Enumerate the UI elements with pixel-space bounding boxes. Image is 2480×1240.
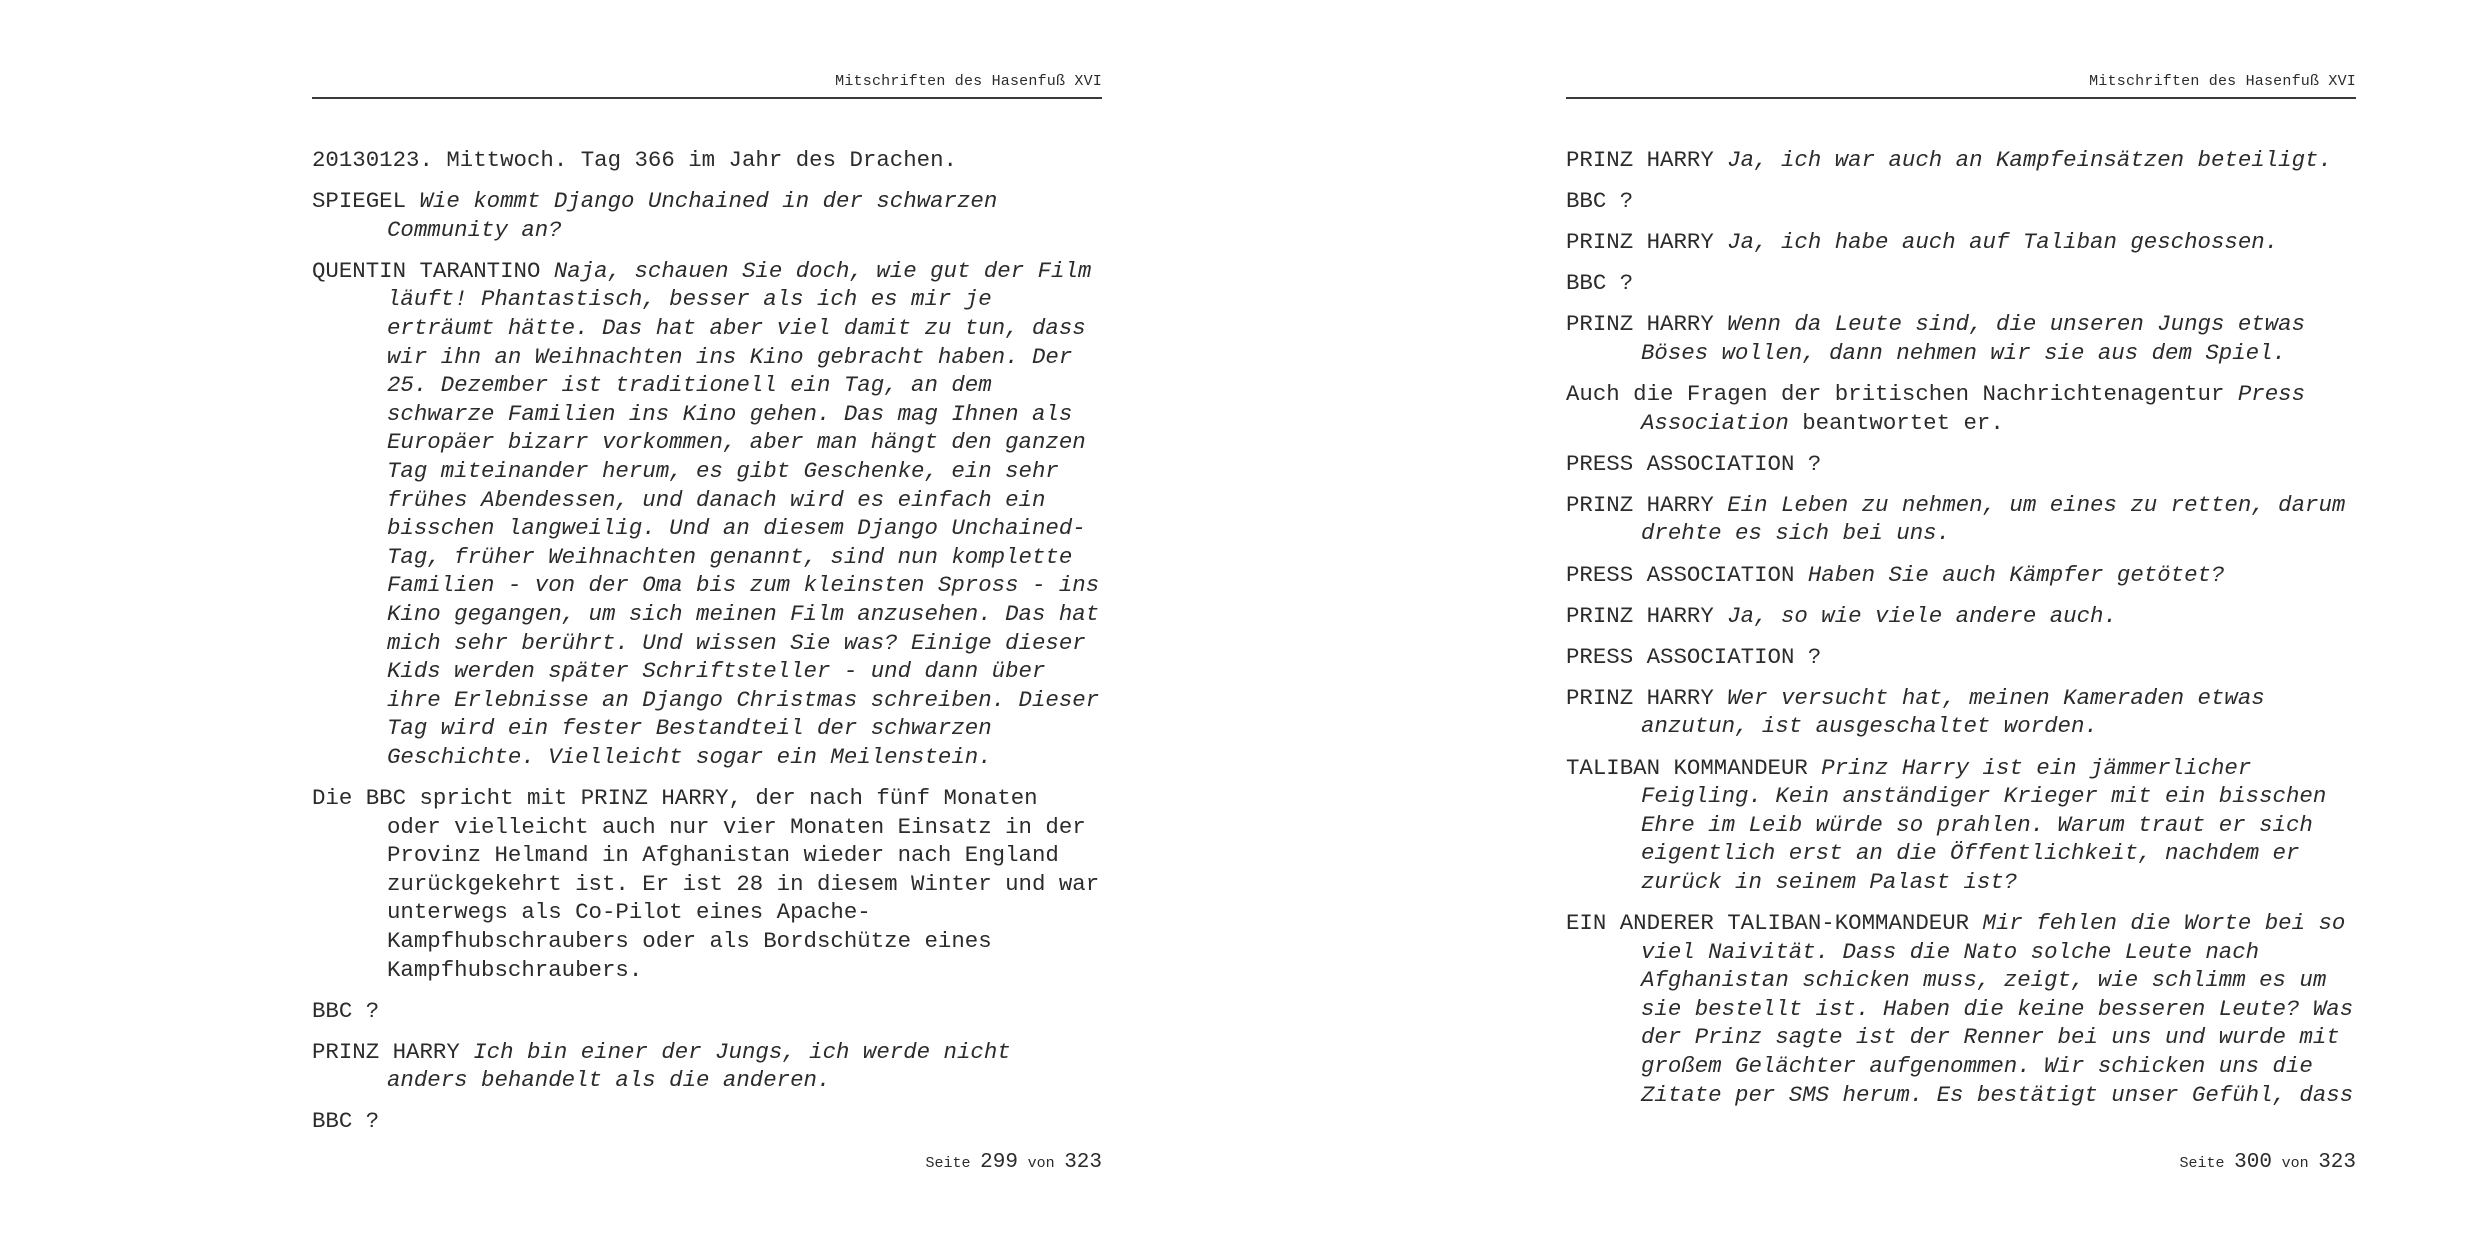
speaker-name: PRINZ HARRY xyxy=(1566,311,1714,338)
speaker-name: PRINZ HARRY xyxy=(312,1038,460,1065)
dialogue-paragraph xyxy=(312,1038,1102,1095)
running-head: Mitschriften des Hasenfuß XVI xyxy=(835,73,1102,90)
left-page xyxy=(312,0,1102,1240)
dialogue-paragraph xyxy=(312,1107,1102,1136)
running-head: Mitschriften des Hasenfuß XVI xyxy=(2089,73,2356,90)
total-pages: 323 xyxy=(2318,1151,2356,1174)
speech-text: Wer versucht hat, meinen Kameraden etwas anzutun, ist ausgeschaltet worden. xyxy=(1641,684,2265,740)
speech-text: Naja, schauen Sie doch, wie gut der Film läuft! Phantastisch, besser als ich es mir je erträumt hätte. Das hat aber viel damit zu tun, dass wir ihn an Weihnachten ins Kino gebracht haben. Der 25. Dezember ist traditionell ein Tag, an dem schwarze Familien ins Kino gehen. Das mag Ihnen als Europäer bizarr vorkommen, aber man hängt den ganzen Tag miteinander herum, es gibt Geschenke, ein sehr frühes Abendessen, und danach wird es einfach ein bisschen langweilig. Und an diesem Django Unchained-Tag, früher Weihnachten genannt, sind nun komplette Familien - von der Oma bis zum kleinsten Spross - ins Kino gegangen, um sich meinen Film anzusehen. Das hat mich sehr berührt. Und wissen Sie was? Einige dieser Kids werden später Schriftsteller - und dann über ihre Erlebnisse an Django Christmas schreiben. Dieser Tag wird ein fester Bestandteil der schwarzen Geschichte. Vielleicht sogar ein Meilenstein. xyxy=(387,257,1100,770)
paragraph-text: Die BBC spricht mit PRINZ HARRY, der nach fünf Monaten oder vielleicht auch nur vier Monaten Einsatz in der Provinz Helmand in Afghanistan wieder nach England zurückgekehrt ist. Er ist 28 in diesem Winter und war unterwegs als Co-Pilot eines Apache-Kampfhubschraubers oder als Bordschütze eines Kampfhubschraubers. xyxy=(312,784,1100,983)
paragraph-text-end: beantwortet er. xyxy=(1788,409,2004,436)
speaker-name: BBC xyxy=(1566,188,1607,215)
header-rule xyxy=(1566,97,2356,99)
speech-text: ? xyxy=(365,997,380,1024)
speaker-name: EIN ANDERER TALIBAN-KOMMANDEUR xyxy=(1566,909,1970,936)
current-page: 299 xyxy=(980,1151,1018,1174)
speaker-name: PRINZ HARRY xyxy=(1566,229,1714,256)
speech-text: Wie kommt Django Unchained in der schwarzen Community an? xyxy=(387,188,998,243)
speech-text: Wenn da Leute sind, die unseren Jungs etwas Böses wollen, dann nehmen wir sie aus dem Spiel. xyxy=(1641,311,2306,366)
page-number xyxy=(312,1151,1102,1174)
speech-text: Ja, ich war auch an Kampfeinsätzen beteiligt. xyxy=(1727,147,2332,173)
dialogue-paragraph xyxy=(1566,561,2356,590)
dialogue-paragraph xyxy=(312,257,1102,772)
paragraph xyxy=(312,146,1102,175)
speaker-name: BBC xyxy=(312,1108,353,1135)
dialogue-paragraph xyxy=(1566,450,2356,479)
speech-text: ? xyxy=(365,1108,380,1135)
speaker-name: PRINZ HARRY xyxy=(1566,684,1714,711)
speaker-name: QUENTIN TARANTINO xyxy=(312,257,541,284)
total-pages: 323 xyxy=(1064,1151,1102,1174)
speaker-name: BBC xyxy=(1566,270,1607,297)
page-number xyxy=(1566,1151,2356,1174)
dialogue-paragraph xyxy=(1566,602,2356,631)
dialogue-paragraph xyxy=(1566,643,2356,672)
speech-text: Haben Sie auch Kämpfer getötet? xyxy=(1807,561,2225,588)
page-of: von xyxy=(1027,1155,1055,1172)
speech-text: ? xyxy=(1619,188,1634,215)
speech-text: Mir fehlen die Worte bei so viel Naivität. Dass die Nato solche Leute nach Afghanistan schicken muss, zeigt, wie schlimm es um sie bestellt ist. Haben die keine besseren Leute? Was der Prinz sagte ist der Renner bei uns und wurde mit großem Gelächter aufgenommen. Wir schicken uns die Zitate per SMS herum. Es bestätigt unser Gefühl, dass xyxy=(1641,909,2354,1108)
speech-text: ? xyxy=(1619,270,1634,297)
dialogue-paragraph xyxy=(1566,491,2356,548)
speaker-name: SPIEGEL xyxy=(312,188,407,215)
speech-text: Ich bin einer der Jungs, ich werde nicht anders behandelt als die anderen. xyxy=(387,1038,1011,1094)
dialogue-paragraph xyxy=(1566,310,2356,367)
speaker-name: PRESS ASSOCIATION xyxy=(1566,643,1795,670)
speech-text: Ein Leben zu nehmen, um eines zu retten, darum drehte es sich bei uns. xyxy=(1641,491,2346,547)
speaker-name: PRESS ASSOCIATION xyxy=(1566,450,1795,477)
dialogue-paragraph xyxy=(1566,228,2356,257)
speaker-name: PRINZ HARRY xyxy=(1566,602,1714,629)
paragraph-text: Auch die Fragen der britischen Nachrichtenagentur xyxy=(1566,381,2238,408)
page-label: Seite xyxy=(925,1155,971,1172)
dialogue-paragraph xyxy=(1566,146,2356,175)
dialogue-paragraph xyxy=(1566,269,2356,298)
speech-text: ? xyxy=(1807,643,1822,670)
current-page: 300 xyxy=(2234,1151,2272,1174)
speaker-name: PRINZ HARRY xyxy=(1566,147,1714,173)
dialogue-paragraph xyxy=(1566,909,2356,1109)
speech-text: Ja, ich habe auch auf Taliban geschossen. xyxy=(1727,229,2279,256)
dialogue-paragraph xyxy=(1566,754,2356,897)
page-body xyxy=(312,146,1102,1149)
header-rule xyxy=(312,97,1102,99)
speaker-name: BBC xyxy=(312,997,353,1024)
paragraph-text: 20130123. Mittwoch. Tag 366 im Jahr des Drachen. xyxy=(312,147,957,173)
dialogue-paragraph xyxy=(312,997,1102,1026)
dialogue-paragraph xyxy=(1566,187,2356,216)
speech-text: Prinz Harry ist ein jämmerlicher Feigling. Kein anständiger Krieger mit ein bisschen Ehre im Leib würde so prahlen. Warum traut er sich eigentlich erst an die Öffentlichkeit, nachdem er zurück in seinem Palast ist? xyxy=(1641,754,2327,895)
paragraph xyxy=(312,784,1102,984)
agency-name: Press Association xyxy=(1641,381,2306,436)
speech-text: ? xyxy=(1807,450,1822,477)
right-page xyxy=(1566,0,2356,1240)
page-label: Seite xyxy=(2179,1155,2225,1172)
speaker-name: TALIBAN KOMMANDEUR xyxy=(1566,754,1808,781)
paragraph xyxy=(1566,380,2356,437)
dialogue-paragraph xyxy=(1566,684,2356,741)
page-body xyxy=(1566,146,2356,1122)
page-of: von xyxy=(2281,1155,2309,1172)
dialogue-paragraph xyxy=(312,187,1102,244)
speech-text: Ja, so wie viele andere auch. xyxy=(1727,602,2117,629)
speaker-name: PRESS ASSOCIATION xyxy=(1566,561,1795,588)
speaker-name: PRINZ HARRY xyxy=(1566,491,1714,518)
